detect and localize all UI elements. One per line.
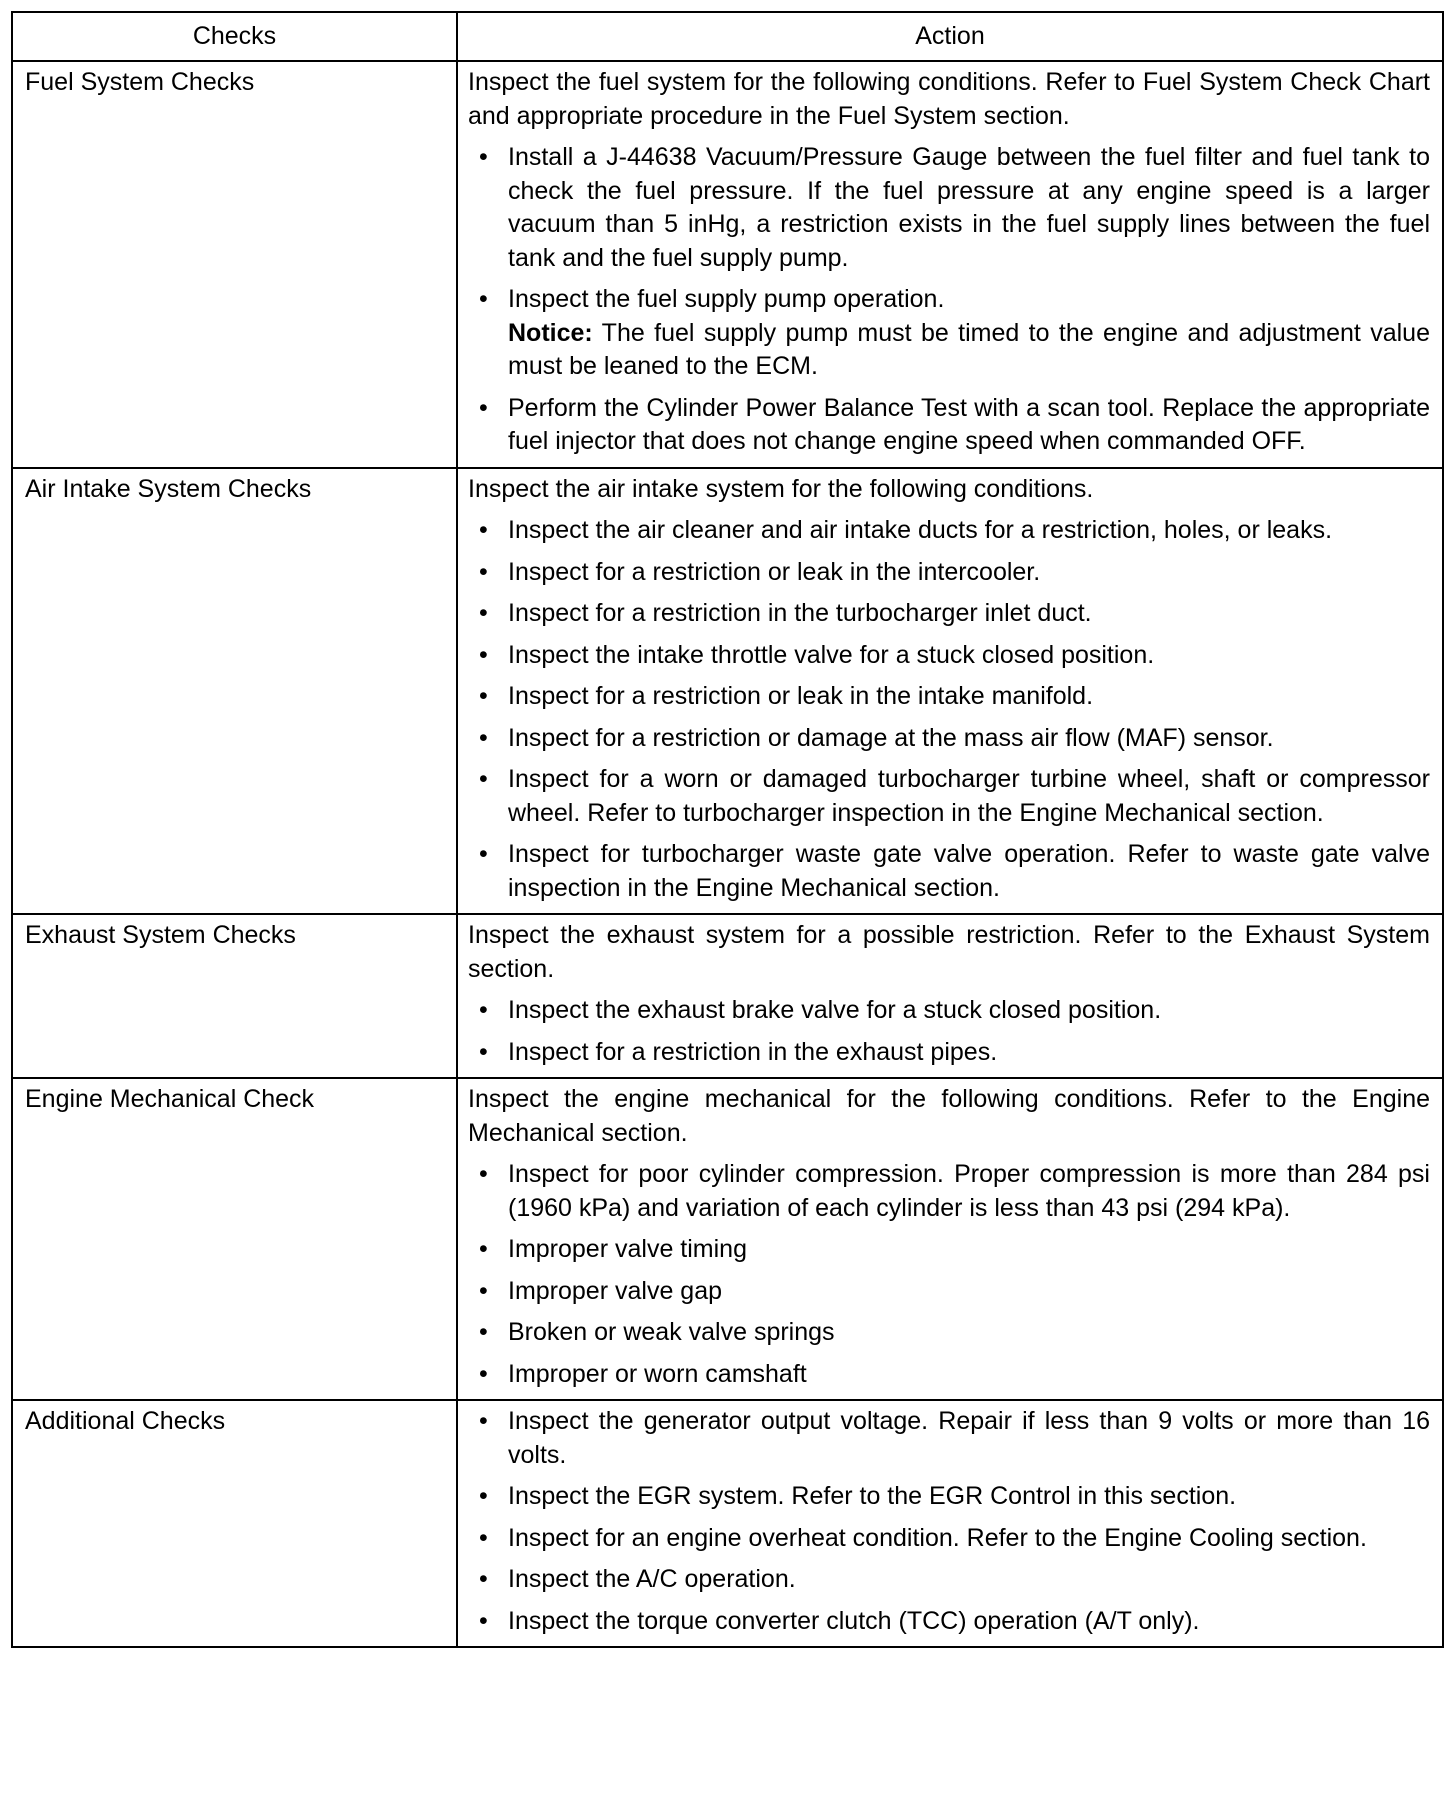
bullet-icon: •: [479, 1276, 488, 1305]
list-item: [468, 283, 1430, 384]
list-item: [468, 994, 1430, 1028]
list-item: [468, 1233, 1430, 1267]
bullet-icon: •: [479, 1160, 488, 1188]
bullet-icon: •: [479, 1565, 488, 1593]
list-item-text: Inspect for a worn or damaged turbocharger turbine wheel, shaft or compressor wheel. Refer to turbocharger inspection in the Engine Mechanical section.: [508, 765, 1430, 827]
list-item: [468, 597, 1430, 631]
list-item-text: Inspect the exhaust brake valve for a stuck closed position.: [508, 996, 1162, 1024]
list-item: [468, 639, 1430, 673]
list-item: [468, 392, 1430, 459]
list-item-text: Inspect the A/C operation.: [508, 1565, 796, 1593]
list-item: [468, 141, 1430, 275]
table-row-fuel-system: [12, 61, 1443, 468]
check-name-cell: [12, 61, 457, 468]
list-item-text: Inspect the fuel supply pump operation.: [508, 285, 945, 313]
notice-label: Notice:: [508, 318, 593, 347]
bullet-icon: •: [479, 1606, 488, 1635]
list-item-text: Improper valve gap: [508, 1276, 723, 1305]
bullet-icon: •: [479, 840, 488, 868]
bullet-icon: •: [479, 682, 488, 710]
list-item-text: Inspect for a restriction or leak in the intercooler.: [508, 557, 1041, 586]
action-cell: [457, 1078, 1443, 1400]
bullet-icon: •: [479, 1482, 488, 1510]
list-item-text: Inspect the air cleaner and air intake ducts for a restriction, holes, or leaks.: [508, 516, 1333, 544]
list-item-text: Inspect the generator output voltage. Repair if less than 9 volts or more than 16 volts.: [508, 1407, 1430, 1469]
bullet-icon: •: [479, 393, 488, 422]
list-item-text: Improper or worn camshaft: [508, 1359, 807, 1388]
list-item-text: Broken or weak valve springs: [508, 1318, 835, 1346]
list-item: [468, 1522, 1430, 1556]
check-name-cell: [12, 1078, 457, 1400]
action-cell: [457, 61, 1443, 468]
bullet-icon: •: [479, 765, 488, 793]
checks-action-table: [11, 11, 1444, 1648]
list-item: [468, 1316, 1430, 1350]
list-item: [468, 1275, 1430, 1309]
bullet-icon: •: [479, 723, 488, 752]
action-column-header: Action: [457, 12, 1443, 61]
list-item: [468, 1158, 1430, 1225]
table-row-additional: [12, 1400, 1443, 1647]
bullet-icon: •: [479, 516, 488, 544]
list-item: [468, 680, 1430, 714]
notice-paragraph: [508, 317, 1430, 384]
list-item: [468, 1358, 1430, 1392]
list-item: [468, 1405, 1430, 1472]
action-cell: [457, 468, 1443, 915]
action-bullet-list: [468, 1158, 1430, 1391]
list-item-text: Inspect for turbocharger waste gate valve operation. Refer to waste gate valve inspection in the Engine Mechanical section.: [508, 840, 1430, 902]
bullet-icon: •: [479, 996, 488, 1024]
bullet-icon: •: [479, 599, 488, 627]
check-name: Engine Mechanical Check: [25, 1085, 315, 1113]
list-item: [468, 763, 1430, 830]
action-bullet-list: [468, 1405, 1430, 1638]
check-name: Fuel System Checks: [25, 68, 255, 96]
bullet-icon: •: [479, 1037, 488, 1066]
list-item: [468, 838, 1430, 905]
bullet-icon: •: [479, 143, 488, 171]
bullet-icon: •: [479, 1407, 488, 1435]
list-item-text: Inspect for a restriction or damage at the mass air flow (MAF) sensor.: [508, 723, 1274, 752]
bullet-icon: •: [479, 557, 488, 586]
document-page: [11, 11, 1442, 1648]
list-item: [468, 722, 1430, 756]
list-item-text: Inspect for poor cylinder compression. Proper compression is more than 284 psi (1960 kPa) and variation of each cylinder is less than 43 psi (294 kPa).: [508, 1160, 1430, 1222]
list-item-text: Inspect the EGR system. Refer to the EGR Control in this section.: [508, 1482, 1237, 1510]
notice-text: The fuel supply pump must be timed to the engine and adjustment value must be leaned to the ECM.: [508, 318, 1430, 380]
list-item-text: Perform the Cylinder Power Balance Test with a scan tool. Replace the appropriate fuel injector that does not change engine speed when commanded OFF.: [508, 393, 1430, 455]
action-bullet-list: [468, 141, 1430, 459]
list-item-text: Inspect the intake throttle valve for a stuck closed position.: [508, 640, 1155, 669]
list-item-text: Improper valve timing: [508, 1235, 747, 1263]
list-item: [468, 556, 1430, 590]
check-name-cell: [12, 1400, 457, 1647]
list-item-text: Inspect the torque converter clutch (TCC) operation (A/T only).: [508, 1606, 1200, 1635]
action-cell: [457, 1400, 1443, 1647]
check-name: Exhaust System Checks: [25, 921, 296, 949]
check-name-cell: [12, 914, 457, 1078]
list-item-text: Install a J-44638 Vacuum/Pressure Gauge between the fuel filter and fuel tank to check the fuel pressure. If the fuel pressure at any engine speed is a larger vacuum than 5 inHg, a restriction exists in the fuel supply lines between the fuel tank and the fuel supply pump.: [508, 143, 1430, 272]
checks-column-header: Checks: [12, 12, 457, 61]
list-item: [468, 1605, 1430, 1639]
check-name: Additional Checks: [25, 1407, 226, 1435]
bullet-icon: •: [479, 1523, 488, 1552]
table-row-engine-mechanical: [12, 1078, 1443, 1400]
bullet-icon: •: [479, 640, 488, 669]
table-row-air-intake: [12, 468, 1443, 915]
bullet-icon: •: [479, 1318, 488, 1346]
bullet-icon: •: [479, 1235, 488, 1263]
action-cell: [457, 914, 1443, 1078]
table-header-row: [12, 12, 1443, 61]
list-item-text: Inspect for a restriction or leak in the intake manifold.: [508, 682, 1094, 710]
bullet-icon: •: [479, 1359, 488, 1388]
action-bullet-list: [468, 994, 1430, 1069]
list-item-text: Inspect for an engine overheat condition. Refer to the Engine Cooling section.: [508, 1523, 1367, 1552]
action-bullet-list: [468, 514, 1430, 905]
list-item: [468, 1036, 1430, 1070]
table-row-exhaust-system: [12, 914, 1443, 1078]
list-item-text: Inspect for a restriction in the exhaust pipes.: [508, 1037, 998, 1066]
action-intro: Inspect the engine mechanical for the following conditions. Refer to the Engine Mechanical section.: [468, 1085, 1430, 1147]
list-item: [468, 514, 1430, 548]
check-name: Air Intake System Checks: [25, 474, 312, 503]
check-name-cell: [12, 468, 457, 915]
list-item: [468, 1563, 1430, 1597]
bullet-icon: •: [479, 285, 488, 313]
action-intro: Inspect the air intake system for the following conditions.: [468, 474, 1094, 503]
list-item: [468, 1480, 1430, 1514]
action-intro: Inspect the exhaust system for a possible restriction. Refer to the Exhaust System section.: [468, 921, 1430, 983]
list-item-text: Inspect for a restriction in the turbocharger inlet duct.: [508, 599, 1092, 627]
action-intro: Inspect the fuel system for the following conditions. Refer to Fuel System Check Chart and appropriate procedure in the Fuel System section.: [468, 68, 1430, 130]
